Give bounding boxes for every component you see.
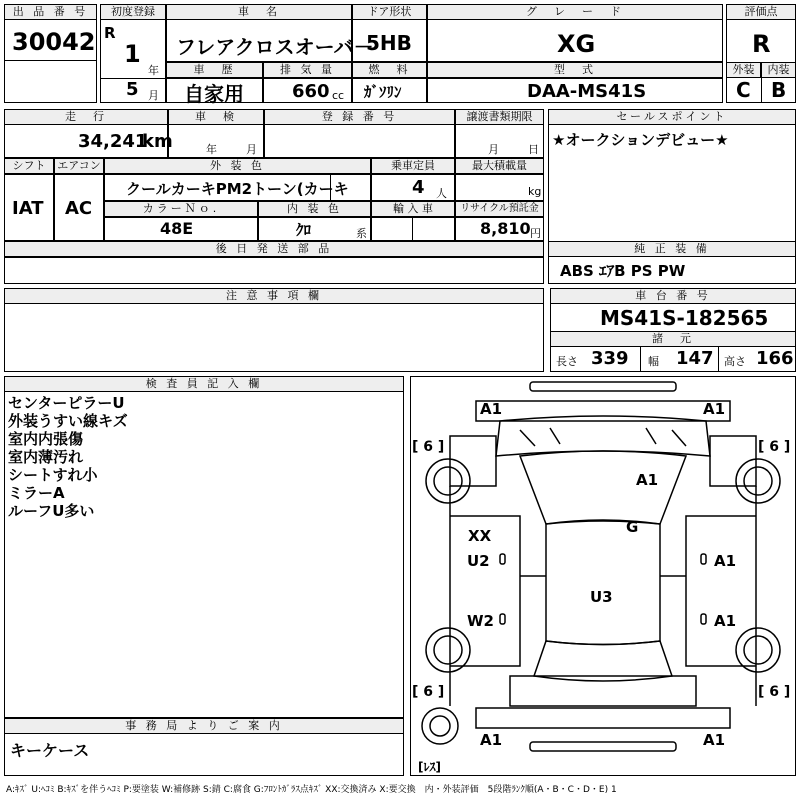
later-parts-box — [4, 257, 544, 284]
score: R — [752, 30, 771, 58]
tire-rear-left: [ 6 ] — [412, 684, 445, 700]
later-parts-label: 後 日 発 送 部 品 — [4, 241, 544, 257]
import-divider — [412, 217, 413, 241]
month-unit: 月 — [148, 89, 159, 102]
inspector-note: 外装うすい線キズ — [8, 412, 128, 430]
deadline-month-unit: 月 — [488, 143, 499, 156]
lot-number-divider — [4, 60, 97, 61]
interior-score: B — [771, 78, 787, 102]
grade-label: グ レ ー ド — [427, 4, 723, 20]
damage-left-rear-door: W2 — [467, 612, 494, 630]
specs-divider-2 — [718, 347, 719, 372]
legend: A:ｷｽﾞ U:ﾍｺﾐ B:ｷｽﾞを伴うﾍｺﾐ P:要塗装 W:補修跡 S:錆 C:腐食 G:ﾌﾛﾝﾄｶﾞﾗｽ点ｷｽﾞ XX:交換済み X:要交換 内・外装評価 5段階ﾗﾝｸ順(A・B・C・D・E) 1 — [6, 785, 617, 795]
mileage-label: 走 行 — [4, 109, 168, 125]
tire-front-right: [ 6 ] — [758, 439, 791, 455]
office-label: 事 務 局 よ り ご 案 内 — [4, 718, 404, 734]
damage-left-front-door-xx: XX — [468, 527, 492, 545]
damage-rear-left: A1 — [480, 731, 503, 749]
recycle-unit: 円 — [530, 227, 541, 240]
shift-label: シフト — [4, 158, 54, 174]
inspection-label: 車 検 — [168, 109, 264, 125]
height-label: 高さ — [724, 355, 746, 368]
width-label: 幅 — [648, 355, 659, 368]
reg-month: 5 — [126, 79, 139, 100]
roof-outline — [546, 520, 660, 645]
displacement-label: 排 気 量 — [263, 62, 352, 78]
max-load-unit: kg — [528, 185, 542, 198]
inspector-notes — [8, 394, 128, 520]
int-color-label: 内 装 色 — [258, 201, 371, 217]
exterior-score: C — [736, 78, 751, 102]
ext-color: クールカーキPM2トーン(カーキ — [126, 180, 349, 198]
car-name-label: 車 名 — [166, 4, 352, 20]
office-note: キーケース — [10, 741, 90, 760]
rear-bumper — [476, 708, 730, 728]
damage-front-left: A1 — [480, 400, 503, 418]
equipment-label: 純 正 装 備 — [548, 241, 796, 257]
recycle-label: リサイクル預託金 — [455, 201, 544, 217]
damage-rear-right: A1 — [703, 731, 726, 749]
era: R — [104, 24, 116, 42]
front-marker-bar — [530, 382, 676, 391]
wheel-rl — [426, 628, 470, 672]
exterior-label: 外装 — [726, 62, 761, 78]
windshield-outline — [520, 451, 686, 524]
wheel-fr — [736, 459, 780, 503]
history-label: 車 歴 — [166, 62, 263, 78]
ext-color-label: 外 装 色 — [104, 158, 371, 174]
sales-point: ★オークションデビュー★ — [552, 131, 729, 149]
inspector-note: シートすれ小 — [8, 466, 98, 484]
interior-label: 内装 — [761, 62, 796, 78]
rear-window — [534, 641, 672, 681]
equipment: ABS ｴｱB PS PW — [560, 262, 686, 280]
chassis-label: 車 台 番 号 — [550, 288, 796, 304]
inspection-month-unit: 月 — [246, 143, 257, 156]
max-load-label: 最大積載量 — [455, 158, 544, 174]
damage-windshield: G — [626, 518, 639, 536]
model-code: DAA-MS41S — [527, 81, 647, 102]
length-label: 長さ — [556, 355, 578, 368]
damage-roof: U3 — [590, 588, 613, 606]
spare-tire-note: [ﾚｽ] — [418, 760, 441, 774]
specs-divider-1 — [640, 347, 641, 372]
mileage-unit: km — [142, 131, 173, 152]
door-type: 5HB — [366, 31, 412, 55]
grade: XG — [557, 30, 596, 58]
inspector-label: 検 査 員 記 入 欄 — [4, 376, 404, 392]
rear-marker-bar — [530, 742, 676, 751]
capacity-label: 乗車定員 — [371, 158, 455, 174]
car-name: フレアクロスオーバ－ — [176, 35, 374, 59]
notes-label: 注 意 事 項 欄 — [4, 288, 544, 304]
front-bumper — [476, 401, 730, 421]
color-no: 48E — [160, 219, 194, 238]
displacement-unit: cc — [332, 89, 345, 102]
damage-right-front-door: A1 — [714, 552, 737, 570]
deadline-day-unit: 日 — [528, 143, 539, 156]
recycle-fee: 8,810 — [480, 219, 531, 238]
score-label: 評価点 — [726, 4, 796, 20]
height: 166 — [756, 348, 794, 369]
reg-number-label: 登 録 番 号 — [264, 109, 455, 125]
color-no-label: カラーＮｏ. — [104, 201, 258, 217]
inspector-note: ルーフU多い — [8, 502, 95, 520]
damage-hood: A1 — [636, 471, 659, 489]
ac-label: エアコン — [54, 158, 104, 174]
fuel-label: 燃 料 — [352, 62, 427, 78]
lot-number: 30042 — [12, 28, 96, 56]
specs-label: 諸 元 — [550, 331, 796, 347]
fuel: ｶﾞｿﾘﾝ — [364, 83, 402, 101]
length: 339 — [591, 348, 629, 369]
deadline-label: 譲渡書類期限 — [455, 109, 544, 125]
year-unit: 年 — [148, 64, 159, 77]
body-right — [686, 486, 756, 706]
history: 自家用 — [184, 82, 244, 106]
inspector-note: 室内内張傷 — [8, 430, 84, 448]
sales-point-label: セールスポイント — [548, 109, 796, 125]
capacity-unit: 人 — [436, 187, 447, 200]
damage-front-right: A1 — [703, 400, 726, 418]
inspector-note: ミラーA — [8, 484, 65, 502]
damage-left-front-door-u2: U2 — [467, 552, 490, 570]
inspector-note: 室内薄汚れ — [8, 448, 84, 466]
int-color: ｸﾛ — [296, 221, 312, 239]
inspection-year-unit: 年 — [206, 143, 217, 156]
model-code-label: 型 式 — [427, 62, 723, 78]
int-color-box — [258, 217, 371, 241]
wheel-rr — [736, 628, 780, 672]
int-color-unit: 系 — [356, 227, 367, 240]
body-left — [450, 486, 520, 706]
import-label: 輸 入 車 — [371, 201, 455, 217]
grade-divider — [761, 78, 762, 103]
inspector-note: センターピラーU — [8, 394, 125, 412]
damage-right-rear-door: A1 — [714, 612, 737, 630]
lot-number-label: 出 品 番 号 — [4, 4, 97, 20]
import-box — [371, 217, 455, 241]
door-label: ドア形状 — [352, 4, 427, 20]
car-diagram — [410, 376, 796, 776]
shift: IAT — [12, 198, 44, 219]
spare-tire — [422, 708, 458, 744]
first-reg-label: 初度登録 — [100, 4, 166, 20]
ac: AC — [65, 198, 93, 219]
capacity: 4 — [412, 177, 425, 198]
width: 147 — [676, 348, 714, 369]
chassis-number: MS41S-182565 — [600, 306, 769, 330]
reg-year: 1 — [124, 40, 141, 68]
displacement: 660 — [292, 81, 330, 102]
wheel-fl — [426, 459, 470, 503]
mileage: 34,241 — [78, 131, 148, 152]
tire-rear-right: [ 6 ] — [758, 684, 791, 700]
tire-front-left: [ 6 ] — [412, 439, 445, 455]
